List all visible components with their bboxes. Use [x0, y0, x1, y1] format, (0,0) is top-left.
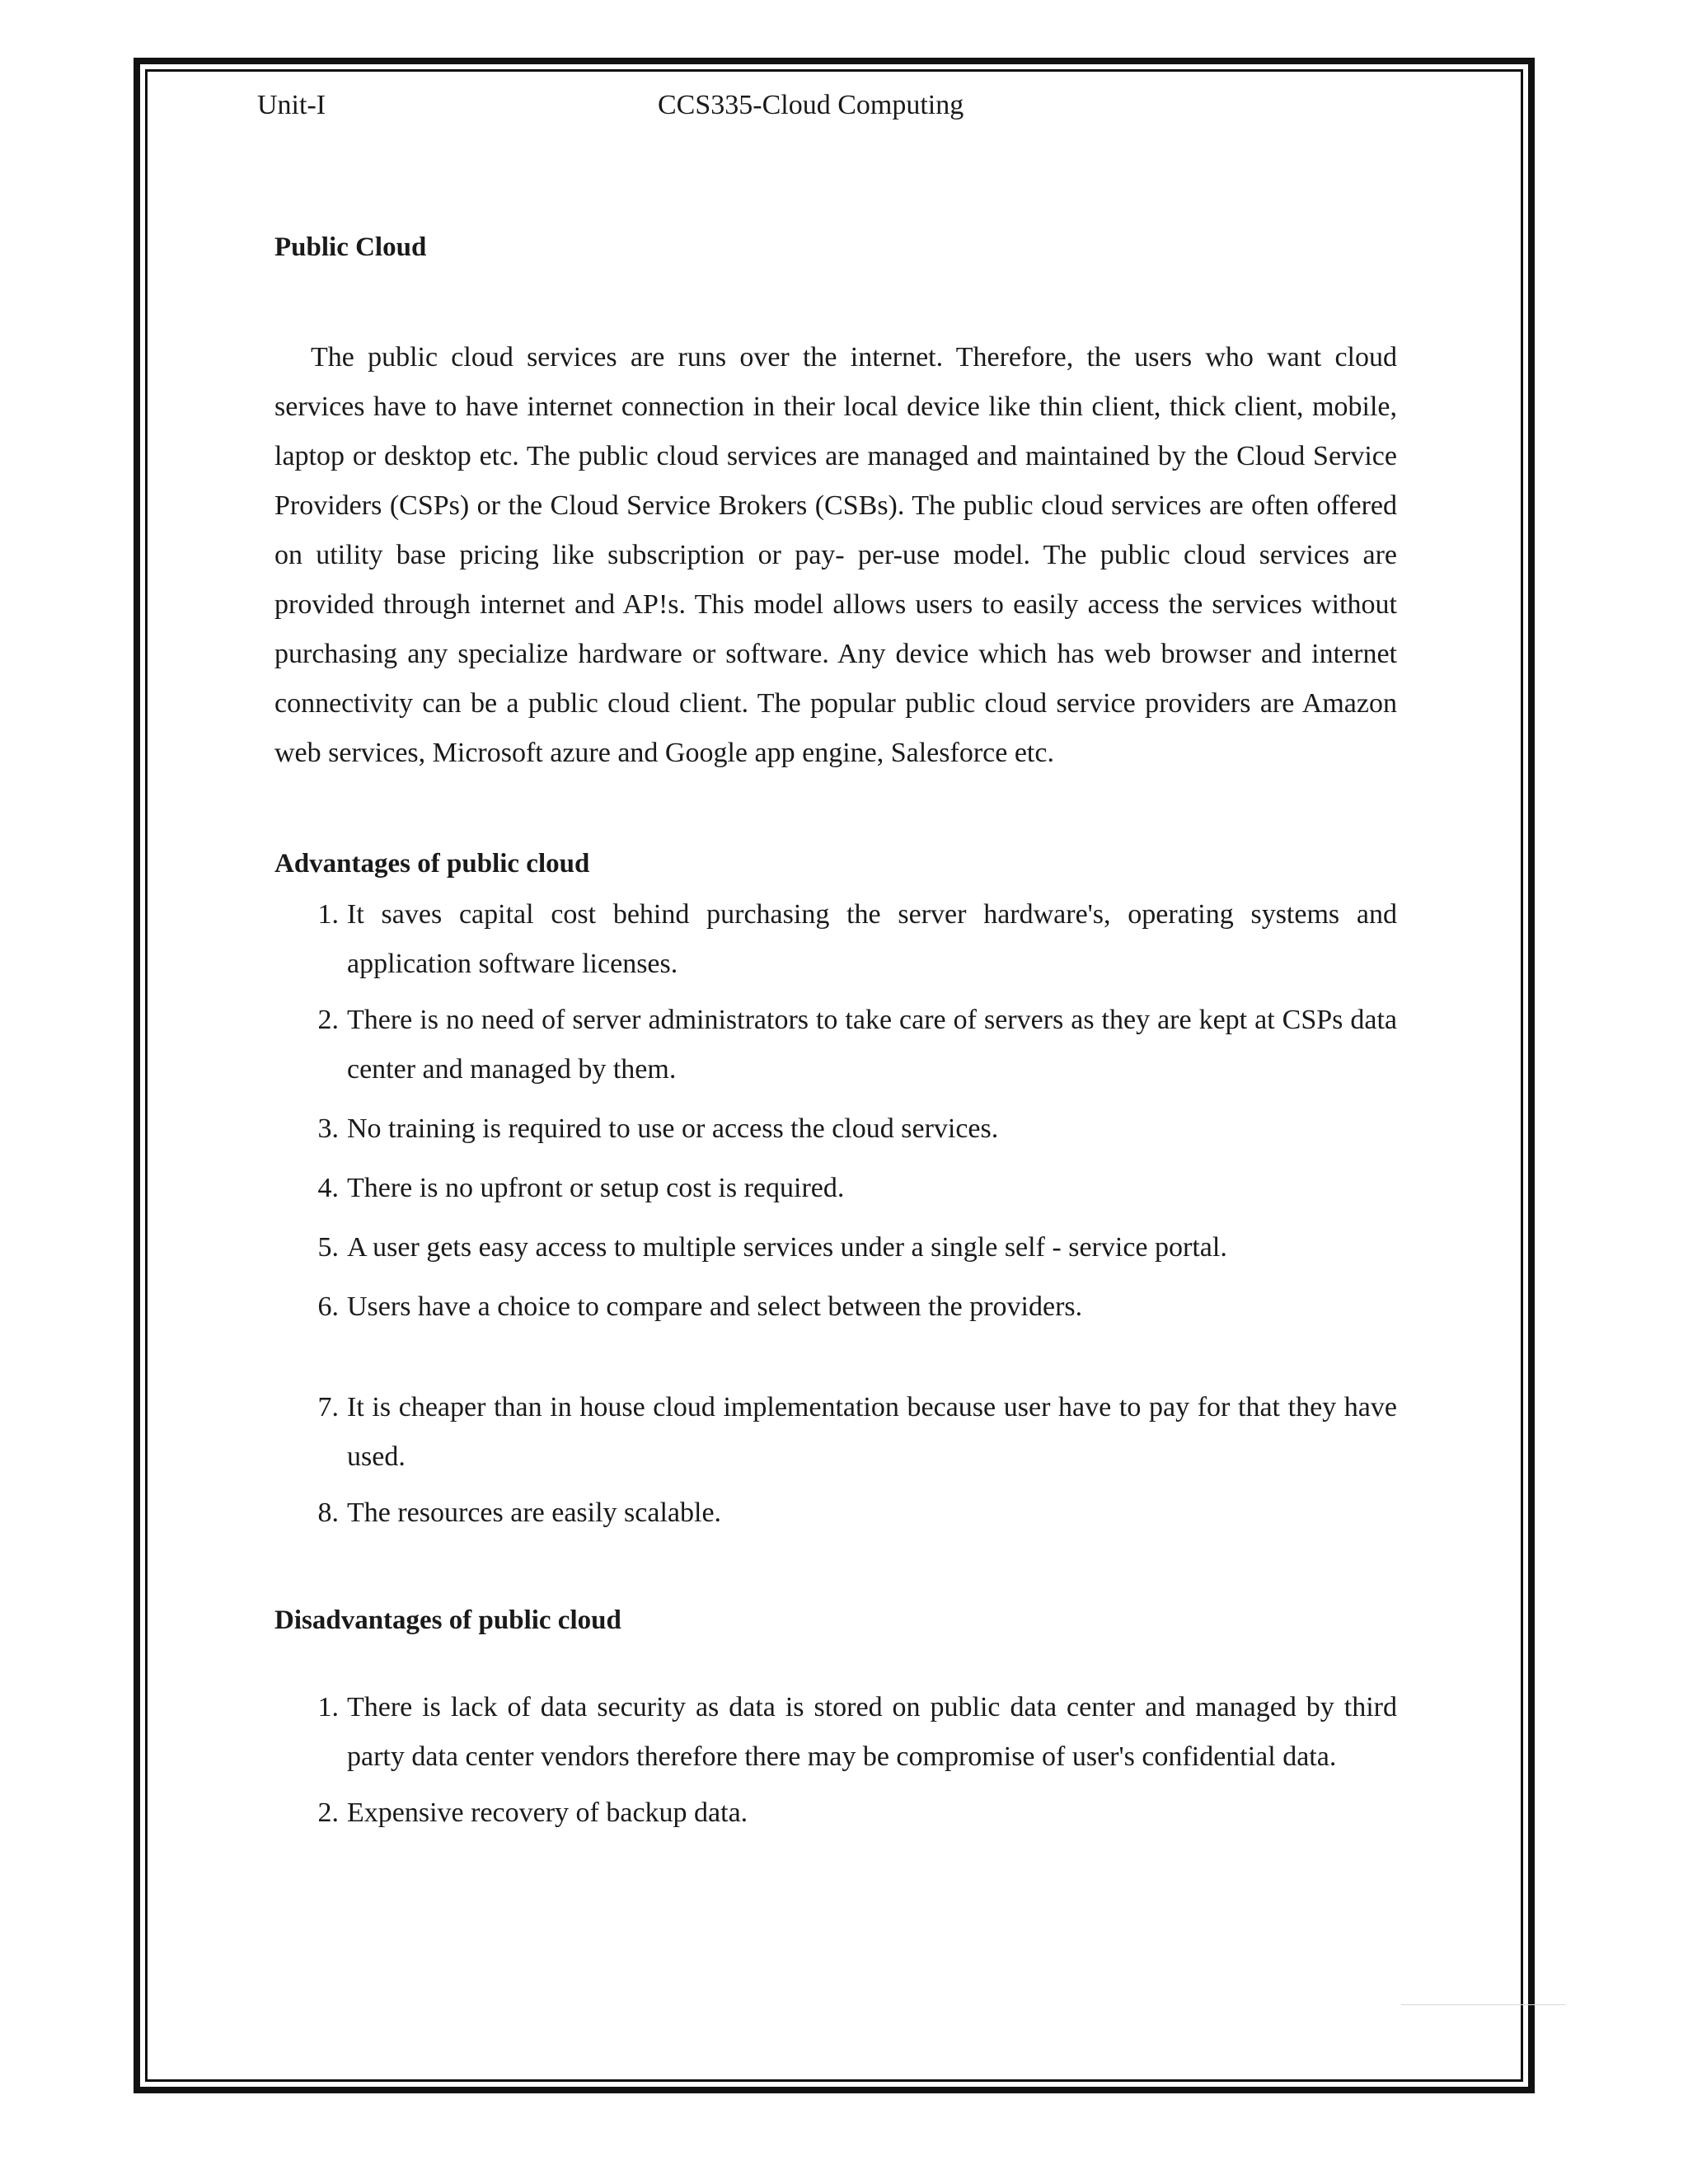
list-text: There is no need of server administrators to take care of servers as they are kept at CSPs data center and managed by them. [347, 1005, 1397, 1085]
list-text: There is no upfront or setup cost is required. [347, 1173, 845, 1203]
list-text: Expensive recovery of backup data. [347, 1797, 748, 1828]
document-body [274, 231, 1397, 1838]
list-item [274, 1164, 1397, 1213]
header-unit: Unit-I [257, 90, 326, 120]
list-text: It saves capital cost behind purchasing the server hardware's, operating systems and application software licenses. [347, 899, 1397, 979]
list-text: Users have a choice to compare and select between the providers. [347, 1291, 1083, 1322]
advantages-heading: Advantages of public cloud [274, 849, 590, 879]
list-item [274, 1104, 1397, 1154]
list-number: 5. [317, 1232, 339, 1263]
advantages-list [274, 890, 1397, 1538]
list-number: 1. [317, 899, 339, 930]
divider-line [1401, 2004, 1566, 2005]
public-cloud-heading: Public Cloud [274, 232, 427, 262]
list-item [274, 1683, 1397, 1782]
list-item [274, 1223, 1397, 1272]
list-text: The resources are easily scalable. [347, 1497, 722, 1528]
list-text: No training is required to use or access the cloud services. [347, 1113, 999, 1144]
list-text: A user gets easy access to multiple services under a single self - service portal. [347, 1232, 1227, 1263]
list-item [274, 1488, 1397, 1538]
list-number: 4. [317, 1173, 339, 1203]
list-item [274, 1282, 1397, 1332]
list-number: 6. [317, 1291, 339, 1322]
disadvantages-heading: Disadvantages of public cloud [274, 1605, 621, 1635]
list-item [274, 1383, 1397, 1482]
header-course: CCS335-Cloud Computing [658, 90, 964, 120]
list-item [274, 996, 1397, 1094]
list-number: 2. [317, 1005, 339, 1035]
list-text: It is cheaper than in house cloud implementation because user have to pay for that they have used. [347, 1392, 1397, 1472]
list-number: 7. [317, 1392, 339, 1422]
list-number: 2. [317, 1797, 339, 1828]
list-item [274, 890, 1397, 989]
list-number: 8. [317, 1497, 339, 1528]
public-cloud-paragraph: The public cloud services are runs over the internet. Therefore, the users who want cloud services have to have internet connection in their local device like thin client, thick client, mobile, laptop or desktop etc. The public cloud services are managed and maintained by the Cloud Service Providers (CSPs) or the Cloud Service Brokers (CSBs). The public cloud services are often offered on utility base pricing like subscription or pay- per-use model. The public cloud services are provided through internet and AP!s. This model allows users to easily access the services without purchasing any specialize hardware or software. Any device which has web browser and internet connectivity can be a public cloud client. The popular public cloud service providers are Amazon web services, Microsoft azure and Google app engine, Salesforce etc. [274, 342, 1397, 768]
list-number: 1. [317, 1692, 339, 1722]
list-text: There is lack of data security as data is stored on public data center and managed by third party data center vendors therefore there may be compromise of user's confidential data. [347, 1692, 1397, 1772]
disadvantages-list [274, 1683, 1397, 1838]
list-item [274, 1788, 1397, 1838]
list-number: 3. [317, 1113, 339, 1144]
